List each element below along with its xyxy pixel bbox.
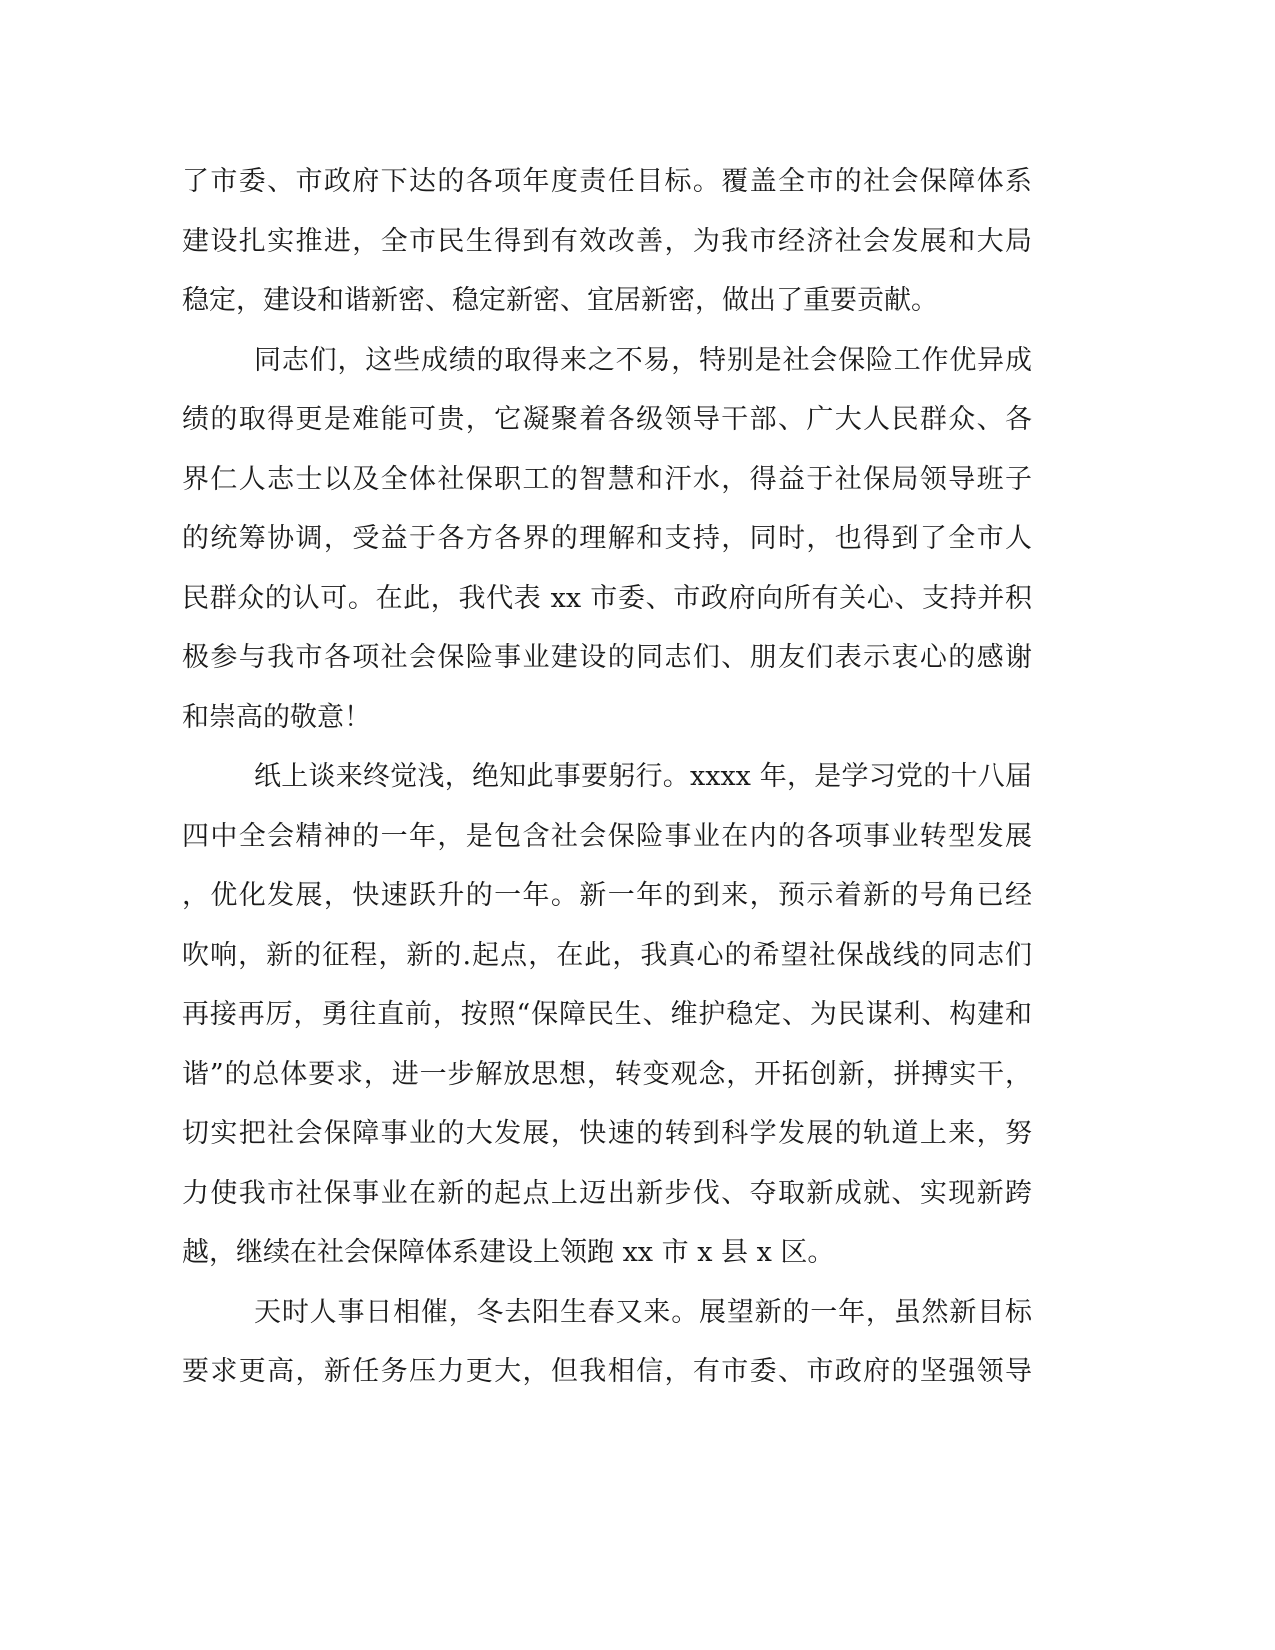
text-line: 建设扎实推进，全市民生得到有效改善，为我市经济社会发展和大局 xyxy=(182,225,1032,257)
paragraph-4 xyxy=(182,1295,1032,1414)
text-line: 四中全会精神的一年，是包含社会保险事业在内的各项事业转型发展 xyxy=(182,820,1032,852)
paragraph-2 xyxy=(182,343,1032,760)
text-line: 切实把社会保障事业的大发展，快速的转到科学发展的轨道上来，努 xyxy=(182,1118,1032,1149)
text-line: 纸上谈来终觉浅，绝知此事要躬行。xxxx 年，是学习党的十八届 xyxy=(254,761,1032,792)
text-line: 力使我市社保事业在新的起点上迈出新步伐、夺取新成就、实现新跨 xyxy=(182,1177,1032,1209)
text-line: 和崇高的敬意！ xyxy=(182,701,371,733)
text-line: 的统筹协调，受益于各方各界的理解和支持，同时，也得到了全市人 xyxy=(182,523,1032,554)
text-line: 界仁人志士以及全体社保职工的智慧和汗水，得益于社保局领导班子 xyxy=(182,463,1032,495)
text-line: 了市委、市政府下达的各项年度责任目标。覆盖全市的社会保障体系 xyxy=(182,166,1032,197)
text-line: 再接再厉，勇往直前，按照“保障民生、维护稳定、为民谋利、构建和 xyxy=(182,999,1032,1030)
text-line: 要求更高，新任务压力更大，但我相信，有市委、市政府的坚强领导 xyxy=(182,1356,1032,1387)
text-line: 极参与我市各项社会保险事业建设的同志们、朋友们表示衷心的感谢 xyxy=(182,642,1032,673)
text-line: 越，继续在社会保障体系建设上领跑 xx 市 x 县 x 区。 xyxy=(182,1237,835,1268)
text-line: 同志们，这些成绩的取得来之不易，特别是社会保险工作优异成 xyxy=(254,344,1032,376)
paragraph-3 xyxy=(182,759,1032,1295)
text-line: 绩的取得更是难能可贵，它凝聚着各级领导干部、广大人民群众、各 xyxy=(182,404,1032,435)
text-line: 稳定，建设和谐新密、稳定新密、宜居新密，做出了重要贡献。 xyxy=(182,285,938,316)
text-line: 吹响，新的征程，新的.起点，在此，我真心的希望社保战线的同志们 xyxy=(182,939,1032,971)
paragraph-1 xyxy=(182,164,1032,343)
text-line: 民群众的认可。在此，我代表 xx 市委、市政府向所有关心、支持并积 xyxy=(182,582,1032,614)
text-line: ，优化发展，快速跃升的一年。新一年的到来，预示着新的号角已经 xyxy=(182,880,1032,911)
document-body xyxy=(182,164,1032,1414)
text-line: 天时人事日相催，冬去阳生春又来。展望新的一年，虽然新目标 xyxy=(254,1296,1032,1328)
text-line: 谐”的总体要求，进一步解放思想，转变观念，开拓创新，拼搏实干， xyxy=(182,1058,1032,1090)
